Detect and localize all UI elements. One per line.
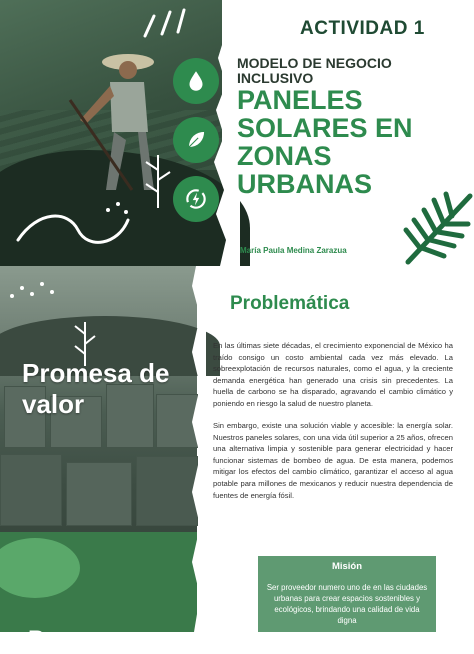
- section-title: Problemática: [230, 293, 350, 314]
- town-photo: [0, 266, 197, 653]
- slide-problem: [0, 266, 474, 653]
- partial-title: P: [28, 626, 45, 653]
- mission-text: Ser proveedor numero uno de en las ciudades urbanas para crear espacios sostenibles y ecológicos, brindando una calidad de vida digna: [266, 583, 428, 625]
- house: [0, 454, 62, 526]
- problem-paragraph-1: En las últimas siete décadas, el crecimiento exponencial de México ha traído consigo un costo ambiental cada vez más elevado. La sobreexplotación de recursos naturales, como el agua, y la creciente demanda energética han generado una crisis sin precedentes. La huella de carbono se ha disparado, agravando el cambio climático y poniendo en riesgo la salud de nuestro planeta.: [213, 341, 453, 408]
- torn-paper-edge: [186, 266, 206, 632]
- slide-cover: [0, 0, 474, 266]
- water-drop-icon: [173, 58, 219, 104]
- doodle-sprig: [138, 150, 178, 210]
- recycle-energy-icon: [173, 176, 219, 222]
- palm-leaf-icon: [398, 186, 474, 266]
- value-proposition-title: Promesa de valor: [22, 358, 170, 419]
- author-name: María Paula Medina Zarazua: [240, 246, 347, 255]
- house: [66, 462, 132, 526]
- mission-box: [258, 556, 436, 632]
- subtitle: MODELO DE NEGOCIO INCLUSIVO: [237, 55, 392, 86]
- main-title: PANELES SOLARES EN ZONAS URBANAS: [237, 85, 413, 199]
- doodle-dots: [6, 276, 66, 306]
- mission-title: Misión: [331, 561, 363, 572]
- problem-paragraph-2: Sin embargo, existe una solución viable y accesible: la energía solar. Nuestros paneles solares, con una vida útil superior a 25 años, ofrecen una alternativa limpia y sostenible para generar electricidad y hacer funcionar sistemas de bombeo de agua. De esta manera, podemos mitigar los efectos del cambio climático, garantizar el acceso al agua potable para millones de mexicanos y reducir nuestra dependencia de fuentes de energía fósil.: [213, 421, 453, 500]
- leaf-icon: [173, 117, 219, 163]
- activity-label: ACTIVIDAD 1: [300, 18, 425, 39]
- doodle-swirl: [8, 190, 138, 260]
